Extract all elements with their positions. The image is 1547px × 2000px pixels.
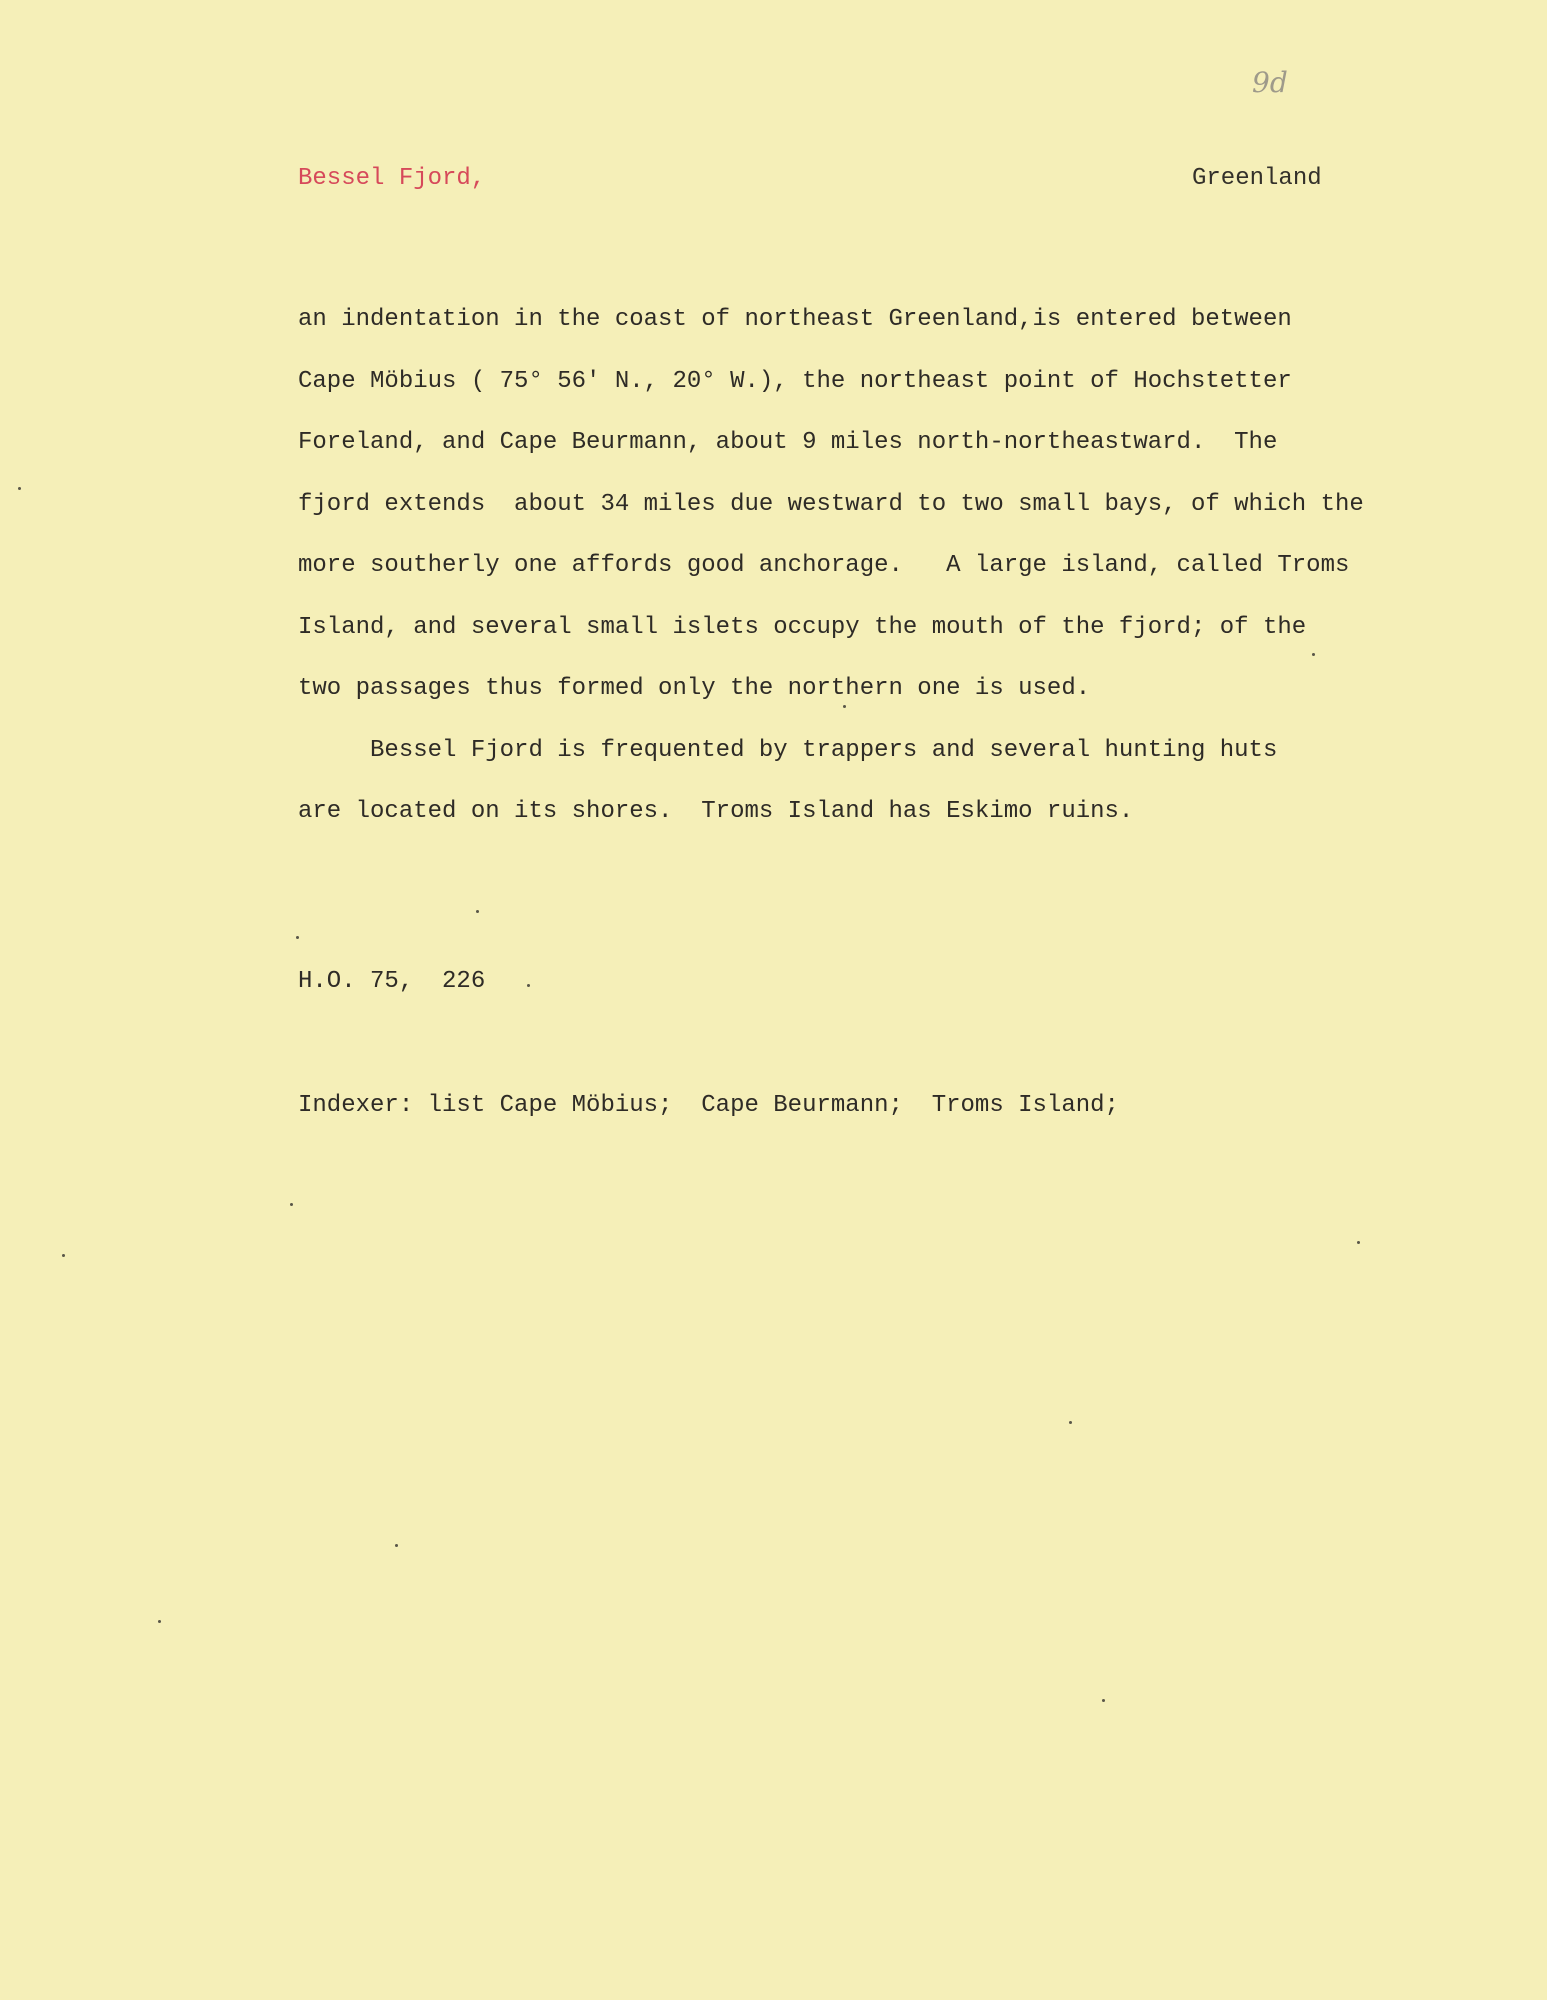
- body-line: Bessel Fjord is frequented by trappers and several hunting huts: [298, 736, 1278, 764]
- paper-speck: [1312, 653, 1315, 656]
- paper-speck: [527, 984, 530, 987]
- paper-speck: [1357, 1241, 1360, 1244]
- body-line: Cape Möbius ( 75° 56' N., 20° W.), the northeast point of Hochstetter: [298, 367, 1292, 395]
- body-line: more southerly one affords good anchorage. A large island, called Troms: [298, 552, 1350, 579]
- paper-speck: [843, 705, 846, 708]
- heading: [298, 165, 1328, 205]
- body-line: are located on its shores. Troms Island has Eskimo ruins.: [298, 798, 1134, 825]
- body-line: fjord extends about 34 miles due westward to two small bays, of which the: [298, 490, 1364, 518]
- page-number: 9d: [1252, 66, 1288, 99]
- body-line: Foreland, and Cape Beurmann, about 9 miles north-northeastward. The: [298, 429, 1278, 456]
- heading-region: Greenland: [1192, 165, 1322, 192]
- paper-speck: [476, 910, 479, 913]
- paper-speck: [62, 1254, 65, 1257]
- paper-speck: [18, 487, 21, 490]
- paper-speck: [1102, 1699, 1105, 1702]
- paper-speck: [1069, 1421, 1072, 1424]
- paper-speck: [296, 936, 299, 939]
- body-line: Island, and several small islets occupy the mouth of the fjord; of the: [298, 613, 1307, 641]
- paper-speck: [290, 1203, 293, 1206]
- body-line: two passages thus formed only the northern one is used.: [298, 675, 1091, 702]
- source-reference: H.O. 75, 226: [298, 968, 486, 995]
- paper-speck: [158, 1620, 161, 1623]
- paper-speck: [395, 1544, 398, 1547]
- body-line: an indentation in the coast of northeast Greenland,is entered between: [298, 306, 1292, 333]
- indexer-note: Indexer: list Cape Möbius; Cape Beurmann; Troms Island;: [298, 1092, 1119, 1119]
- heading-title: Bessel Fjord,: [298, 165, 486, 192]
- body-text: [298, 289, 1448, 843]
